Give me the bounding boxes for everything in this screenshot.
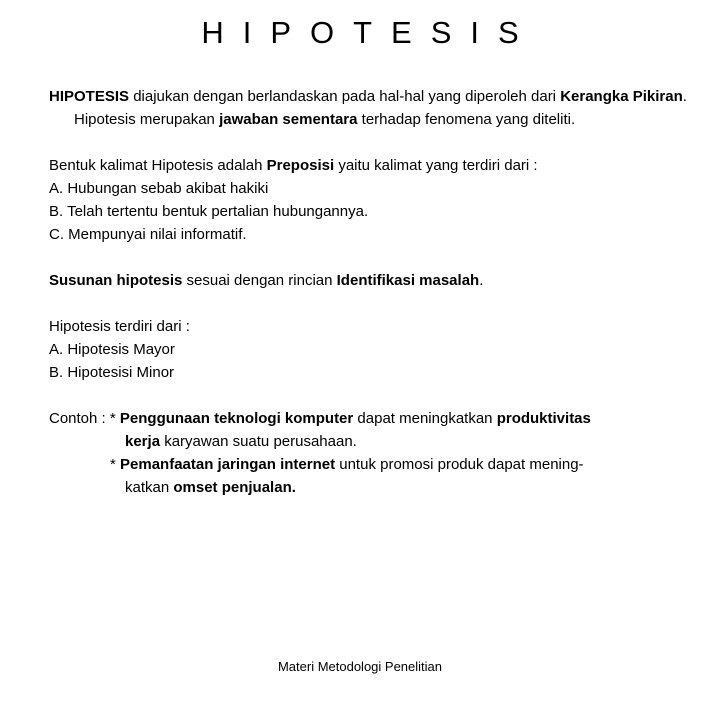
list-item: A. Hipotesis Mayor [49, 341, 175, 358]
slide-body [49, 85, 689, 499]
term-jawaban-sementara: jawaban sementara [219, 111, 358, 128]
term-kerangka-pikiran: Kerangka Pikiran [560, 88, 683, 105]
term-preposisi: Preposisi [266, 157, 335, 174]
term-hipotesis: HIPOTESIS [49, 88, 130, 105]
slide-footer: Materi Metodologi Penelitian [277, 659, 443, 674]
example-2-subject: Pemanfaatan jaringan internet [120, 456, 336, 473]
example-1-line-1: Contoh : * Penggunaan teknologi komputer dapat meningkatkan produktivitas [49, 410, 591, 427]
example-1-object: produktivitas [496, 410, 591, 427]
structure-paragraph: Susunan hipotesis sesuai dengan rincian Identifikasi masalah. [49, 272, 484, 289]
slide-title: HIPOTESIS [201, 15, 538, 50]
form-paragraph: Bentuk kalimat Hipotesis adalah Preposisi yaitu kalimat yang terdiri dari : [49, 157, 538, 174]
definition-paragraph: HIPOTESIS diajukan dengan berlandaskan pada hal-hal yang diperoleh dari Kerangka Pikiran. Hipotesis merupakan jawaban sementara terhadap fenomena yang diteliti. [49, 88, 687, 128]
term-susunan-hipotesis: Susunan hipotesis [49, 272, 183, 289]
term-identifikasi-masalah: Identifikasi masalah [336, 272, 480, 289]
example-2-line-1: * Pemanfaatan jaringan internet untuk promosi produk dapat mening- [110, 456, 584, 473]
list-item: B. Telah tertentu bentuk pertalian hubungannya. [49, 203, 369, 220]
example-2-line-2: katkan omset penjualan. [125, 479, 296, 496]
types-intro: Hipotesis terdiri dari : [49, 318, 190, 335]
example-1-line-2: kerja karyawan suatu perusahaan. [125, 433, 357, 450]
example-2-object: omset penjualan. [173, 479, 296, 496]
list-item: B. Hipotesisi Minor [49, 364, 175, 381]
list-item: A. Hubungan sebab akibat hakiki [49, 180, 269, 197]
list-item: C. Mempunyai nilai informatif. [49, 226, 247, 243]
example-1-subject: Penggunaan teknologi komputer [119, 410, 354, 427]
